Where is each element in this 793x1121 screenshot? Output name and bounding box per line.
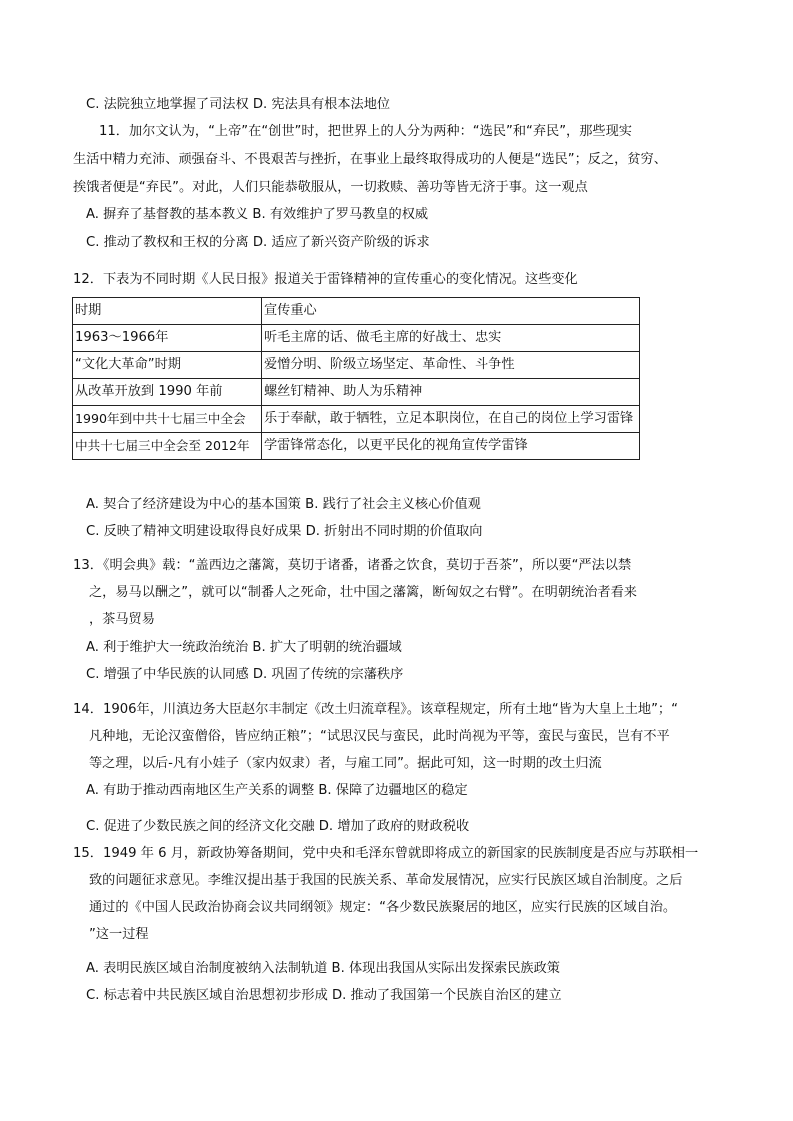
q12-options-ab: A. 契合了经济建设为中心的基本国策 B. 践行了社会主义核心价值观	[86, 497, 481, 512]
q14-stem-line-2: 凡种地，无论汉蛮僧俗，皆应纳正粮”；“试思汉民与蛮民，此时尚视为平等，蛮民与蛮民，岂有不平	[89, 729, 670, 744]
table-cell-period: “文化大革命”时期	[73, 352, 262, 379]
q12-options-cd: C. 反映了精神文明建设取得良好成果 D. 折射出不同时期的价值取向	[86, 524, 483, 539]
table-row	[73, 325, 640, 352]
table-header-period: 时期	[73, 298, 262, 325]
q11-options-ab: A. 摒弃了基督教的基本教义 B. 有效维护了罗马教皇的权威	[86, 207, 429, 222]
table-header-focus: 宣传重心	[262, 298, 640, 325]
table-row	[73, 379, 640, 406]
q15-options-cd: C. 标志着中共民族区域自治思想初步形成 D. 推动了我国第一个民族自治区的建立	[86, 988, 562, 1003]
q15-stem-line-4: ”这一过程	[89, 927, 149, 942]
q14-options-cd: C. 促进了少数民族之间的经济文化交融 D. 增加了政府的财政税收	[86, 819, 470, 834]
q15-stem-line-3: 通过的《中国人民政治协商会议共同纲领》规定：“各少数民族聚居的地区，应实行民族的区域自治。	[89, 900, 677, 915]
table-cell-period: 中共十七届三中全会至 2012年	[73, 433, 262, 460]
q13-stem-line-3: ，茶马贸易	[89, 612, 155, 627]
table-header-row	[73, 298, 640, 325]
q15-stem-line-2: 致的问题征求意见。李维汉提出基于我国的民族关系、革命发展情况，应实行民族区域自治制度。之后	[89, 873, 683, 888]
q14-options-ab: A. 有助于推动西南地区生产关系的调整 B. 保障了边疆地区的稳定	[86, 783, 468, 798]
propaganda-table	[72, 297, 640, 460]
table-row	[73, 406, 640, 433]
table-cell-focus: 爱憎分明、阶级立场坚定、革命性、斗争性	[262, 352, 640, 379]
table-cell-focus: 学雷锋常态化，以更平民化的视角宣传学雷锋	[262, 433, 640, 460]
q13-stem-line-2: 之，易马以酬之”，就可以“制番人之死命，壮中国之藩篱，断匈奴之右臂”。在明朝统治者看来	[89, 585, 637, 600]
table-cell-period: 1990年到中共十七届三中全会	[73, 406, 262, 433]
q14-stem-line-1: 14．1906年，川滇边务大臣赵尔丰制定《改土归流章程》。该章程规定，所有土地“皆为大皇上土地”；“	[73, 702, 678, 717]
table-cell-focus: 螺丝钉精神、助人为乐精神	[262, 379, 640, 406]
q11-stem-line-3: 挨饿者便是“弃民”。对此，人们只能恭敬服从，一切救赎、善功等皆无济于事。这一观点	[73, 180, 588, 195]
table-row	[73, 352, 640, 379]
table-cell-period: 从改革开放到 1990 年前	[73, 379, 262, 406]
q13-stem-line-1: 13．《明会典》载：“盖西边之藩篱，莫切于诸番，诸番之饮食，莫切于吾茶”，所以要“严法以禁	[73, 558, 632, 573]
table-cell-focus: 听毛主席的话、做毛主席的好战士、忠实	[262, 325, 640, 352]
table-cell-focus: 乐于奉献，敢于牺牲，立足本职岗位，在自己的岗位上学习雷锋	[262, 406, 640, 433]
q11-stem-line-1: 11．加尔文认为，“上帝”在“创世”时，把世界上的人分为两种：“选民”和“弃民”，那些现实	[99, 124, 632, 139]
q12-stem: 12．下表为不同时期《人民日报》报道关于雷锋精神的宣传重心的变化情况。这些变化	[73, 272, 578, 287]
q10-options-cd: C. 法院独立地掌握了司法权 D. 宪法具有根本法地位	[86, 97, 391, 112]
q13-options-ab: A. 利于维护大一统政治统治 B. 扩大了明朝的统治疆域	[86, 640, 402, 655]
q15-options-ab: A. 表明民族区域自治制度被纳入法制轨道 B. 体现出我国从实际出发探索民族政策	[86, 961, 560, 976]
table-row	[73, 433, 640, 460]
q11-stem-line-2: 生活中精力充沛、顽强奋斗、不畏艰苦与挫折，在事业上最终取得成功的人便是“选民”；反之，贫穷、	[73, 152, 667, 167]
q11-options-cd: C. 推动了教权和王权的分离 D. 适应了新兴资产阶级的诉求	[86, 235, 430, 250]
q13-options-cd: C. 增强了中华民族的认同感 D. 巩固了传统的宗藩秩序	[86, 667, 404, 682]
table-cell-period: 1963～1966年	[73, 325, 262, 352]
q14-stem-line-3: 等之理，以后-凡有小娃子（家内奴隶）者，与雇工同”。据此可知，这一时期的改土归流	[89, 756, 602, 771]
q15-stem-line-1: 15．1949 年 6 月，新政协筹备期间，党中央和毛泽东曾就即将成立的新国家的民族制度是否应与苏联相一	[73, 846, 699, 861]
